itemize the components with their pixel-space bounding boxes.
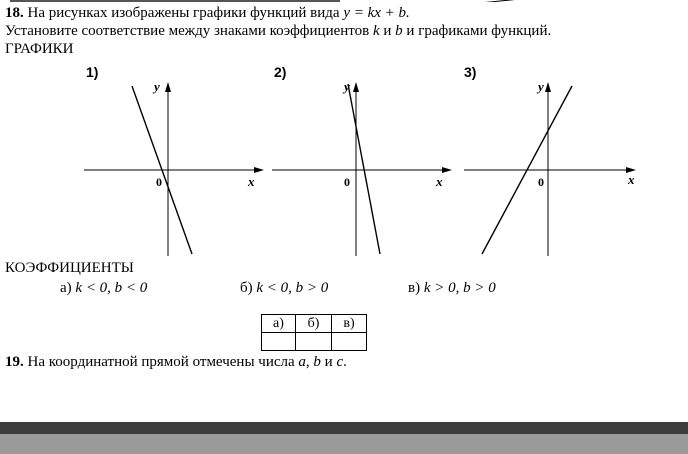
answer-table-header-row	[262, 315, 367, 333]
problem-18-task-b: b	[395, 23, 403, 39]
problem-19-b: b	[313, 354, 321, 370]
problem-18-statement-text: На рисунках изображены графики функций вида	[27, 5, 340, 21]
graph-1-origin: 0	[156, 175, 162, 189]
problem-18-task-and: и	[383, 23, 392, 39]
graph-2-function-line	[348, 84, 380, 254]
graphs-heading: ГРАФИКИ	[5, 41, 74, 57]
answer-table	[261, 314, 367, 351]
graph-1-x-arrow	[254, 167, 264, 173]
graph-3	[460, 78, 650, 258]
option-b-letter: б)	[240, 280, 253, 296]
graph-3-x-label: x	[628, 172, 635, 187]
graph-3-origin: 0	[538, 175, 544, 189]
problem-18-task-text: Установите соответствие между знаками коэффициентов	[5, 23, 370, 39]
option-a	[60, 279, 147, 297]
graph-2-y-arrow	[353, 82, 359, 92]
problem-19-dot: .	[343, 354, 347, 370]
problem-18-formula: y = kx + b.	[343, 5, 410, 21]
problem-19-comma: ,	[305, 354, 310, 370]
option-a-letter: а)	[60, 280, 72, 296]
option-c-letter: в)	[408, 280, 421, 296]
previous-text-fragment	[0, 0, 688, 2]
problem-19-number: 19.	[5, 354, 24, 370]
graph-2-label: 2)	[274, 64, 287, 80]
answer-table-value-row	[262, 333, 367, 351]
option-c	[408, 279, 496, 297]
graph-2-x-label: x	[436, 174, 443, 189]
graph-2-origin: 0	[344, 175, 350, 189]
option-a-condition: k < 0, b < 0	[75, 280, 148, 296]
graph-2-y-label: y	[344, 79, 350, 94]
problem-18-task-k: k	[372, 23, 380, 39]
problem-19-a: a	[298, 354, 306, 370]
option-b-condition: k < 0, b > 0	[256, 280, 329, 296]
answer-header-a: а)	[262, 315, 296, 333]
problem-18-task-suffix: и графиками функций.	[406, 23, 552, 39]
graph-1-y-arrow	[165, 82, 171, 92]
coefficients-heading: КОЭФФИЦИЕНТЫ	[5, 260, 134, 276]
problem-18-number: 18.	[5, 5, 24, 21]
option-b	[240, 279, 328, 297]
problem-19-and: и	[324, 354, 333, 370]
answer-cell-c[interactable]	[332, 333, 367, 351]
graph-2	[268, 78, 458, 258]
graph-1-x-label: x	[248, 174, 255, 189]
problem-18-task	[5, 22, 551, 40]
graph-3-label: 3)	[464, 64, 477, 80]
answer-header-c: в)	[332, 315, 367, 333]
graph-2-x-arrow	[442, 167, 452, 173]
graph-1-y-label: y	[154, 79, 160, 94]
graph-3-y-label: y	[538, 79, 544, 94]
option-c-condition: k > 0, b > 0	[423, 280, 496, 296]
previous-text-fragment-glyphs	[0, 0, 688, 2]
answer-cell-a[interactable]	[262, 333, 296, 351]
problem-19-text: На координатной прямой отмечены числа	[27, 354, 295, 370]
answer-cell-b[interactable]	[296, 333, 332, 351]
problem-18-statement	[5, 4, 410, 22]
answer-header-b: б)	[296, 315, 332, 333]
graph-1-label: 1)	[86, 64, 99, 80]
footer-dark-strip	[0, 422, 688, 434]
problem-19-statement	[5, 353, 347, 371]
graph-1	[80, 78, 270, 258]
graph-3-y-arrow	[545, 82, 551, 92]
problem-19-c: c	[336, 354, 344, 370]
